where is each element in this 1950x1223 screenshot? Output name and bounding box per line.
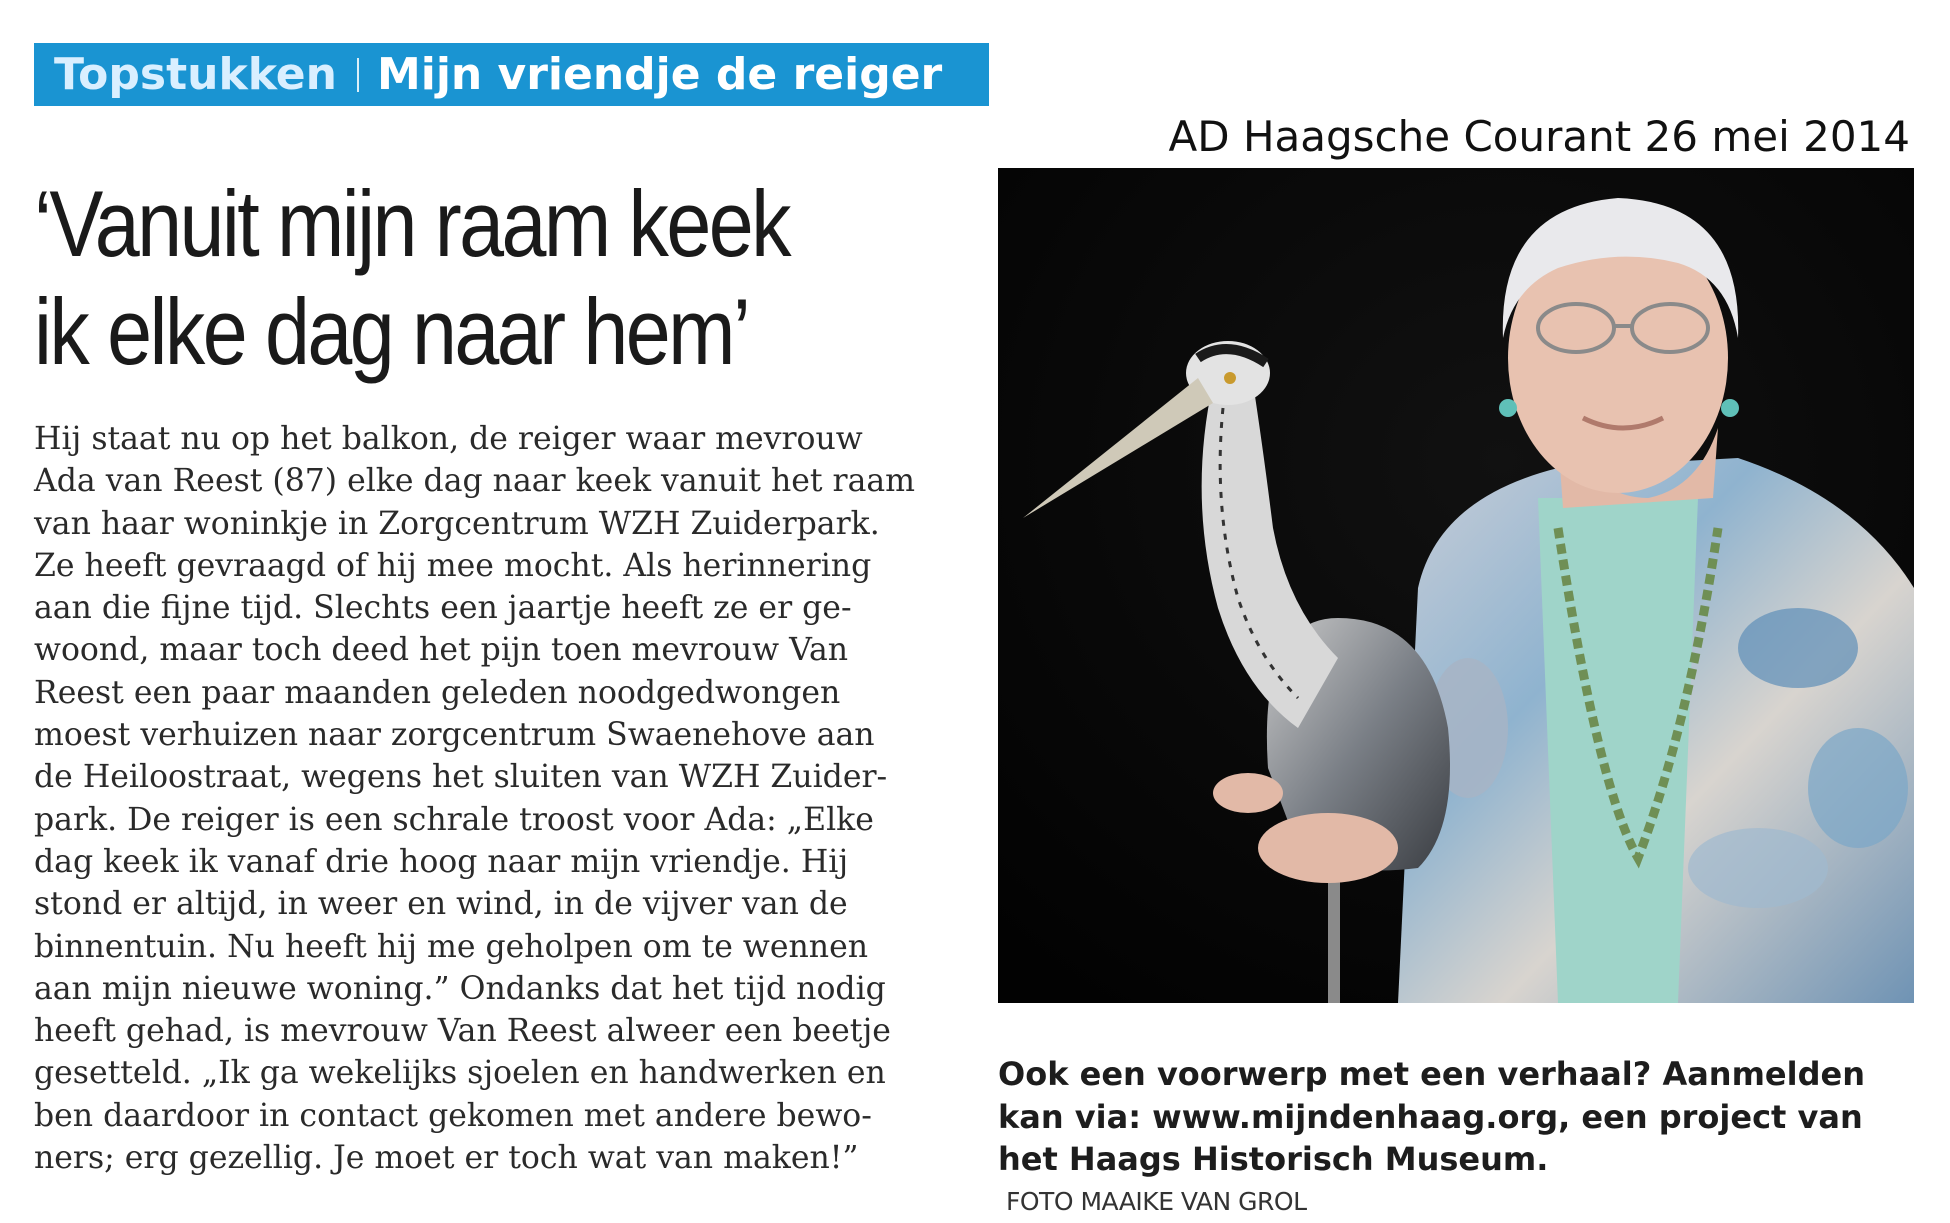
article-body xyxy=(34,418,999,1179)
headline-line: ik elke dag naar hem’ xyxy=(34,278,860,386)
article-photo xyxy=(998,168,1914,1003)
article-headline xyxy=(34,170,860,386)
body-line: Ada van Reest (87) elke dag naar keek vanuit het raam xyxy=(34,460,999,502)
caption-line: Ook een voorwerp met een verhaal? Aanmelden xyxy=(998,1053,1914,1096)
photo-illustration xyxy=(998,168,1914,1003)
caption-line: kan via: www.mijndenhaag.org, een project van xyxy=(998,1096,1914,1139)
headline-line: ‘Vanuit mijn raam keek xyxy=(34,170,860,278)
body-line: gesetteld. „Ik ga wekelijks sjoelen en handwerken en xyxy=(34,1052,999,1094)
body-line: ners; erg gezellig. Je moet er toch wat van maken!” xyxy=(34,1137,999,1179)
section-kicker xyxy=(34,43,989,106)
body-line: binnentuin. Nu heeft hij me geholpen om te wennen xyxy=(34,926,999,968)
body-line: dag keek ik vanaf drie hoog naar mijn vriendje. Hij xyxy=(34,841,999,883)
photo-caption xyxy=(998,1053,1914,1223)
caption-text: het Haags Historisch Museum. xyxy=(998,1138,1914,1181)
newspaper-source-date: AD Haagsche Courant 26 mei 2014 xyxy=(1000,112,1910,161)
body-line: Ze heeft gevraagd of hij mee mocht. Als herinnering xyxy=(34,545,999,587)
body-line: aan die fijne tijd. Slechts een jaartje heeft ze er ge- xyxy=(34,587,999,629)
kicker-title: Mijn vriendje de reiger xyxy=(377,49,942,100)
kicker-section-label: Topstukken xyxy=(54,49,337,100)
body-line: heeft gehad, is mevrouw Van Reest alweer een beetje xyxy=(34,1010,999,1052)
kicker-divider xyxy=(357,58,359,92)
body-line: Hij staat nu op het balkon, de reiger waar mevrouw xyxy=(34,418,999,460)
body-line: stond er altijd, in weer en wind, in de vijver van de xyxy=(34,883,999,925)
body-line: ben daardoor in contact gekomen met andere bewo- xyxy=(34,1095,999,1137)
photo-credit: FOTO MAAIKE VAN GROL xyxy=(1006,1181,1914,1223)
body-line: van haar woninkje in Zorgcentrum WZH Zuiderpark. xyxy=(34,503,999,545)
body-line: de Heiloostraat, wegens het sluiten van WZH Zuider- xyxy=(34,756,999,798)
body-line: aan mijn nieuwe woning.” Ondanks dat het tijd nodig xyxy=(34,968,999,1010)
body-line: moest verhuizen naar zorgcentrum Swaenehove aan xyxy=(34,714,999,756)
caption-line-last xyxy=(998,1138,1914,1223)
body-line: woond, maar toch deed het pijn toen mevrouw Van xyxy=(34,629,999,671)
body-line: park. De reiger is een schrale troost voor Ada: „Elke xyxy=(34,799,999,841)
body-line: Reest een paar maanden geleden noodgedwongen xyxy=(34,672,999,714)
